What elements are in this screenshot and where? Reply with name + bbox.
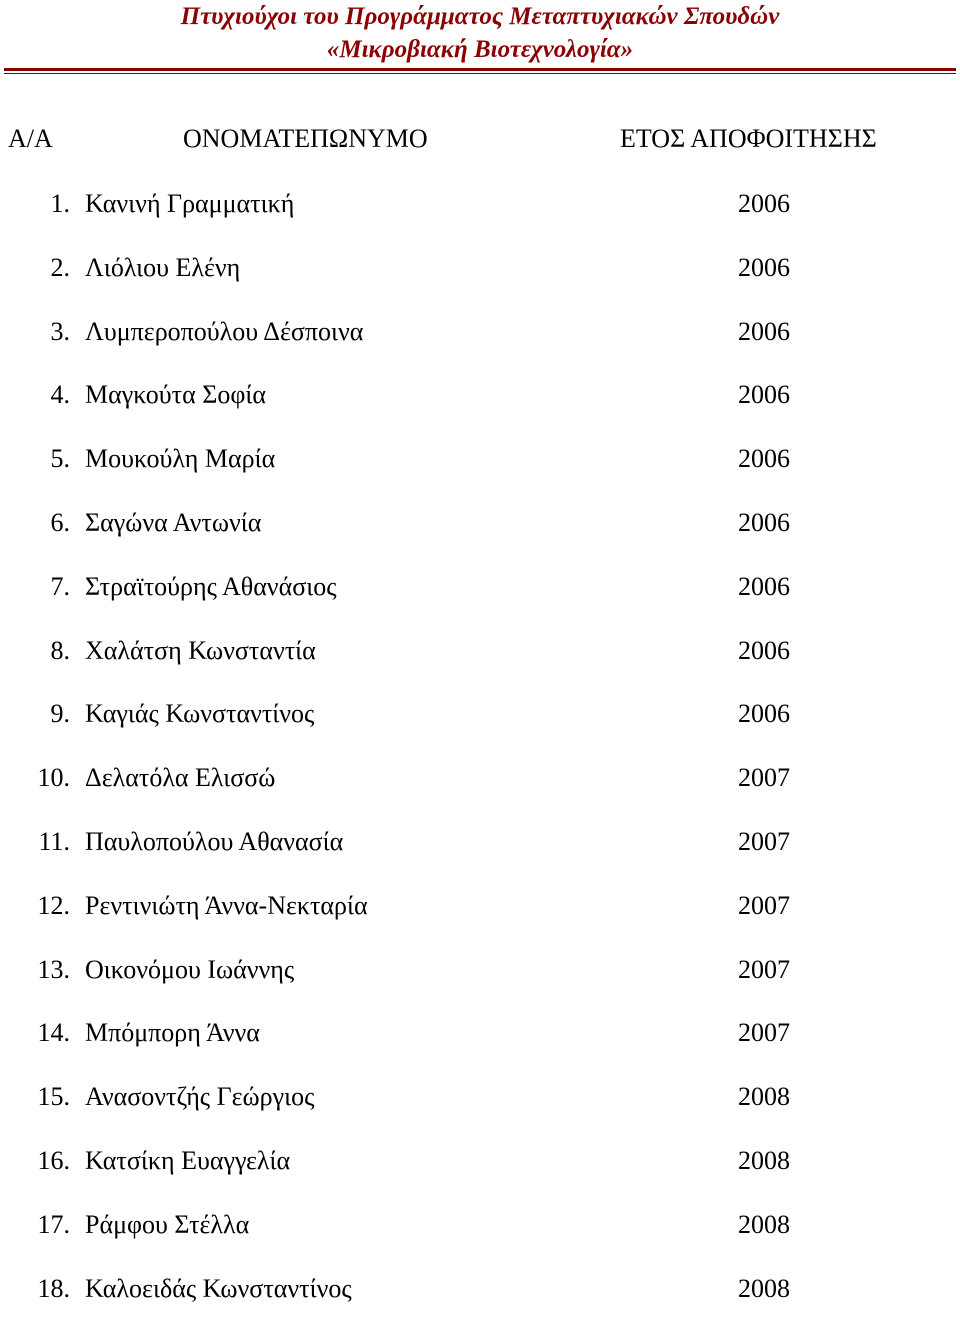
row-number: 2. (50, 252, 70, 282)
row-number: 4. (50, 380, 70, 410)
graduate-name: Παυλοπούλου Αθανασία (85, 826, 344, 856)
table-row (0, 442, 960, 506)
graduation-year: 2006 (738, 252, 790, 282)
graduate-name: Κατσίκη Ευαγγελία (85, 1145, 291, 1175)
graduation-year: 2006 (738, 571, 790, 601)
row-number: 8. (50, 635, 70, 665)
graduation-year: 2006 (738, 189, 790, 218)
graduate-name: Λυμπεροπούλου Δέσποινα (85, 316, 364, 346)
graduate-name: Σαγώνα Αντωνία (85, 507, 262, 537)
column-header-name: ΟΝΟΜΑΤΕΠΩΝΥΜΟ (183, 124, 428, 153)
graduation-year: 2008 (738, 1145, 790, 1175)
row-number: 3. (50, 316, 70, 346)
graduation-year: 2008 (738, 1082, 790, 1112)
graduation-year: 2008 (738, 1209, 790, 1239)
header-divider-thick (4, 68, 956, 71)
table-row (0, 251, 960, 315)
row-number: 6. (50, 507, 70, 537)
row-number: 12. (37, 890, 70, 920)
graduation-year: 2006 (738, 380, 790, 410)
row-number: 17. (37, 1209, 70, 1239)
graduation-year: 2006 (738, 507, 790, 537)
graduate-name: Χαλάτση Κωνσταντία (85, 635, 316, 665)
table-row (0, 1272, 960, 1335)
page-title: Πτυχιούχοι του Προγράμματος Μεταπτυχιακών Σπουδών (180, 3, 780, 30)
table-row (0, 825, 960, 889)
row-number: 10. (37, 763, 70, 793)
row-number: 7. (50, 571, 70, 601)
graduate-name: Δελατόλα Ελισσώ (85, 763, 276, 793)
table-row (0, 1080, 960, 1144)
row-number: 1. (50, 189, 70, 218)
graduation-year: 2007 (738, 890, 790, 920)
table-row (0, 378, 960, 442)
graduation-year: 2007 (738, 1018, 790, 1048)
table-row (0, 506, 960, 570)
table-row (0, 187, 960, 251)
column-header-graduation-year: ΕΤΟΣ ΑΠΟΦΟΙΤΗΣΗΣ (620, 124, 877, 153)
table-row (0, 634, 960, 698)
table-row (0, 953, 960, 1017)
table-row (0, 889, 960, 953)
graduation-year: 2008 (738, 1273, 790, 1303)
graduate-name: Οικονόμου Ιωάννης (85, 954, 295, 984)
graduation-year: 2007 (738, 763, 790, 793)
table-row (0, 1016, 960, 1080)
program-name: «Μικροβιακή Βιοτεχνολογία» (326, 36, 634, 63)
table-row (0, 1144, 960, 1208)
page-header (0, 0, 960, 76)
row-number: 18. (37, 1273, 70, 1303)
graduation-year: 2006 (738, 635, 790, 665)
graduates-list (0, 187, 960, 1335)
graduation-year: 2006 (738, 316, 790, 346)
row-number: 5. (50, 444, 70, 474)
graduate-name: Μουκούλη Μαρία (85, 444, 276, 474)
column-header-number: Α/Α (8, 124, 53, 153)
graduate-name: Μπόμπορη Άννα (85, 1018, 260, 1048)
graduate-name: Στραϊτούρης Αθανάσιος (85, 571, 337, 601)
graduate-name: Κανινή Γραμματική (85, 189, 295, 218)
graduate-name: Ράμφου Στέλλα (85, 1209, 250, 1239)
table-row (0, 761, 960, 825)
table-row (0, 1208, 960, 1272)
graduate-name: Ανασοντζής Γεώργιος (85, 1082, 315, 1112)
row-number: 15. (37, 1082, 70, 1112)
graduation-year: 2007 (738, 954, 790, 984)
graduation-year: 2006 (738, 699, 790, 729)
table-row (0, 697, 960, 761)
graduate-name: Ρεντινιώτη Άννα-Νεκταρία (85, 890, 368, 920)
graduate-name: Καλοειδάς Κωνσταντίνος (85, 1273, 352, 1303)
row-number: 14. (37, 1018, 70, 1048)
graduation-year: 2007 (738, 826, 790, 856)
row-number: 13. (37, 954, 70, 984)
table-row (0, 315, 960, 379)
graduate-name: Μαγκούτα Σοφία (85, 380, 266, 410)
graduate-name: Καγιάς Κωνσταντίνος (85, 699, 315, 729)
graduation-year: 2006 (738, 444, 790, 474)
row-number: 16. (37, 1145, 70, 1175)
graduate-name: Λιόλιου Ελένη (85, 252, 241, 282)
row-number: 9. (50, 699, 70, 729)
table-row (0, 570, 960, 634)
row-number: 11. (38, 826, 70, 856)
header-divider-thin (4, 73, 956, 74)
